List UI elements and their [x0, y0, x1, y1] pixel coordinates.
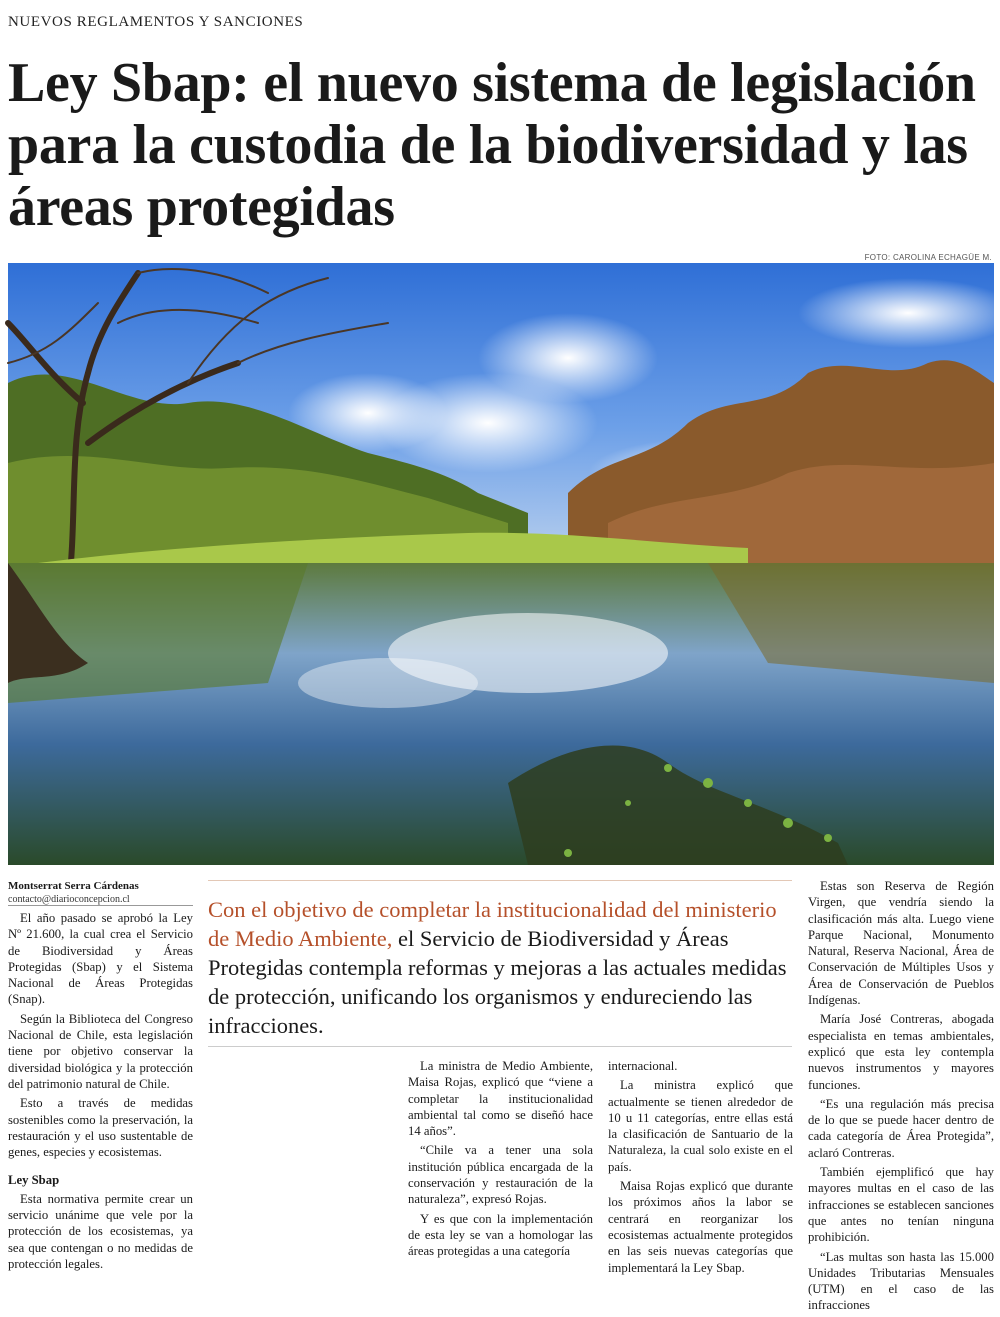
pull-quote-divider-bottom: [208, 1046, 792, 1047]
article-column-3: [408, 1058, 593, 1263]
pull-quote: [208, 895, 788, 1040]
article-column-5: [808, 878, 994, 1317]
paragraph: Según la Biblioteca del Congreso Nacional de Chile, esta legislación tiene por objetivo conservar la diversidad biológica y la protección del patrimonio natural de Chile.: [8, 1011, 193, 1091]
paragraph: internacional.: [608, 1059, 678, 1073]
paragraph: María José Contreras, abogada especialista en temas ambientales, explicó que esta ley contempla nuevos instrumentos y mayores funciones.: [808, 1012, 994, 1092]
byline-email: contacto@diarioconcepcion.cl: [8, 894, 130, 905]
paragraph: “Es una regulación más precisa de lo que se puede hacer dentro de cada categoría de Área Protegida”, aclaró Contreras.: [808, 1096, 994, 1160]
pull-quote-rest: el Servicio de Biodiversidad y Áreas Protegidas contempla reformas y mejoras a las actuales medidas de protección, unificando los organismos y endureciendo las infracciones.: [208, 926, 787, 1038]
landscape-photo: [8, 263, 994, 865]
paragraph: La ministra explicó que actualmente se tienen alrededor de 10 u 11 categorías, entre ellas está la clasificación de Santuario de la Naturaleza, la cual solo existe en el país.: [608, 1078, 793, 1174]
headline: [8, 52, 993, 238]
pull-quote-divider-top: [208, 880, 792, 881]
byline-divider: [8, 905, 193, 906]
paragraph: El año pasado se aprobó la Ley Nº 21.600, la cual crea el Servicio de Biodiversidad y Áreas Protegidas (Sbap) y el Sistema Nacional de Áreas Protegidas (Snap).: [8, 911, 193, 1007]
paragraph: Estas son Reserva de Región Virgen, que vendría siendo la clasificación más alta. Luego viene Parque Nacional, Monumento Natural, Reserva Nacional, Área de Conservación de Múltiples Usos y Área de Conservación de Pueblos Indígenas.: [808, 879, 994, 1008]
headline-rest: el nuevo sistema de legislación para la custodia de la biodiversidad y las áreas protegidas: [8, 52, 976, 238]
paragraph: “Chile va a tener una sola institución pública encargada de la conservación y restauración de la naturaleza”, expresó Rojas.: [408, 1143, 593, 1207]
photo-credit: FOTO: CAROLINA ECHAGÜE M.: [864, 253, 992, 262]
pull-quote-highlight: Con el objetivo de completar la institucionalidad del ministerio de Medio Ambiente,: [208, 897, 777, 951]
paragraph: Esto a través de medidas sostenibles como la preservación, la restauración y el uso sustentable de genes, especies y ecosistemas.: [8, 1096, 193, 1160]
landscape-illustration: [8, 263, 994, 865]
paragraph: “Las multas son hasta las 15.000 Unidades Tributarias Mensuales (UTM) en el caso de las infracciones: [808, 1249, 994, 1313]
subhead: Ley Sbap: [8, 1173, 60, 1188]
section-label: NUEVOS REGLAMENTOS Y SANCIONES: [8, 14, 304, 30]
paragraph: La ministra de Medio Ambiente, Maisa Rojas, explicó que “viene a completar la institucionalidad ambiental tal como se diseñó hace 14 años”.: [408, 1059, 593, 1139]
byline-author: Montserrat Serra Cárdenas: [8, 880, 139, 892]
paragraph: También ejemplificó que hay mayores multas en el caso de las infracciones se establecen sanciones que antes no tenían ninguna prohibición.: [808, 1165, 994, 1245]
paragraph: Y es que con la implementación de esta ley se van a homologar las áreas protegidas a una categoría: [408, 1211, 593, 1259]
article-column-1: [8, 910, 193, 1275]
headline-lead: Ley Sbap:: [8, 52, 250, 114]
paragraph: Esta normativa permite crear un servicio unánime que vele por la protección de los ecosistemas, ya sea que contengan o no medidas de protección legales.: [8, 1191, 193, 1271]
article-column-4: [608, 1058, 793, 1279]
paragraph: Maisa Rojas explicó que durante los próximos años la labor se centrará en reorganizar los ecosistemas actualmente protegidos en las seis nuevas categorías que implementará la Ley Sbap.: [608, 1179, 793, 1275]
